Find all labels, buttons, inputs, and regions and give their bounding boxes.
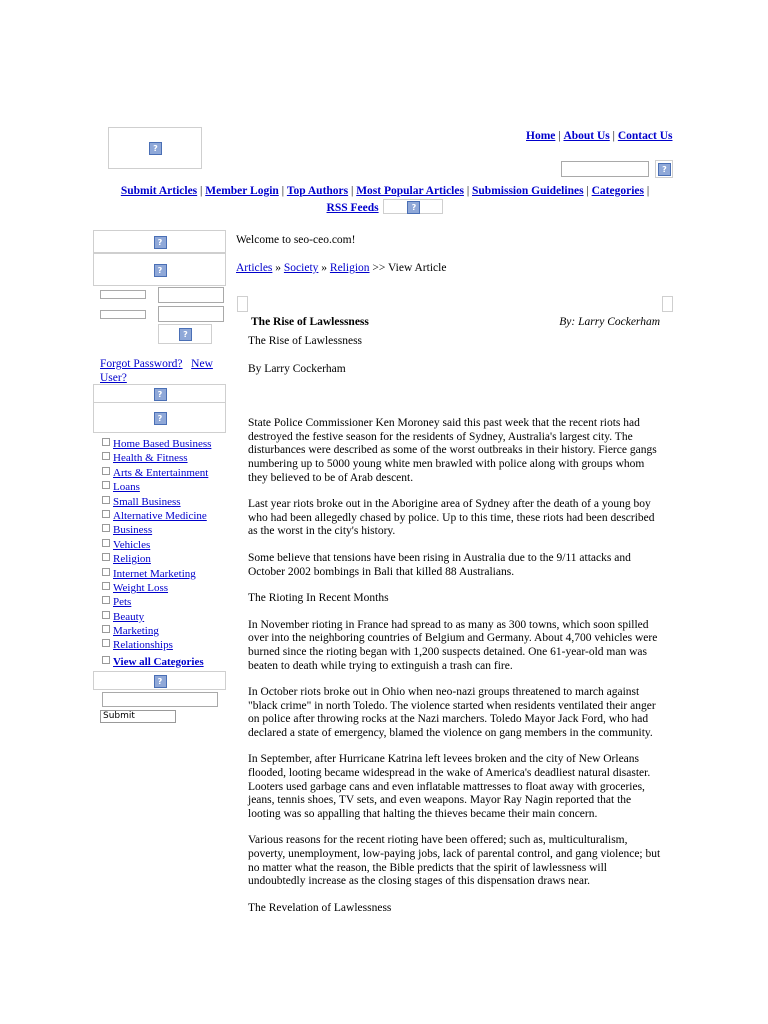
bullet-icon xyxy=(102,496,110,504)
breadcrumb-religion[interactable]: Religion xyxy=(329,262,370,274)
article-author-line: By Larry Cockerham xyxy=(248,362,346,375)
bullet-icon xyxy=(102,582,110,590)
broken-image-icon: ? xyxy=(154,388,167,401)
category-link[interactable]: Relationships xyxy=(113,639,173,652)
article-paragraph: Various reasons for the recent rioting have been offered; such as, multiculturalism, poverty, unemployment, low-paying jobs, lack of parental control, and gang violence; but no matter what the reason, the Bible predicts that the spirit of lawlessness will undoubtedly increase as the closing stages of this dispensation draws near. xyxy=(248,834,661,888)
site-logo[interactable] xyxy=(108,127,202,169)
article-subheading: The Rioting In Recent Months xyxy=(248,592,389,605)
bullet-icon xyxy=(102,553,110,561)
article-title: The Rise of Lawlessness xyxy=(251,316,369,328)
article-paragraph: In October riots broke out in Ohio when neo-nazi groups threatened to march against "black crime" in north Toledo. The violence started when residents ventilated their anger on police after throwing rocks at the Nazi marchers. Toledo Mayor Jack Ford, who had declared a state of emergency, blamed the violence on gang members in the community. xyxy=(248,686,656,739)
bullet-icon xyxy=(102,539,110,547)
contact-us-link[interactable]: Contact Us xyxy=(617,130,673,142)
corner-image-right xyxy=(662,296,673,312)
list-item xyxy=(102,509,232,523)
about-us-link[interactable]: About Us xyxy=(563,130,610,142)
rss-icon[interactable] xyxy=(383,199,443,214)
article-paragraph: Some believe that tensions have been rising in Australia due to the 9/11 attacks and October 2002 bombings in Bali that killed 88 Australians. xyxy=(248,551,631,578)
list-item xyxy=(102,552,232,566)
breadcrumb-society[interactable]: Society xyxy=(283,262,319,274)
list-item xyxy=(102,451,232,465)
login-label-password xyxy=(100,310,146,319)
sidebar-banner-1 xyxy=(93,230,226,253)
broken-image-icon: ? xyxy=(407,201,420,214)
category-link[interactable]: Marketing xyxy=(113,625,159,638)
newsletter-submit-button[interactable]: Submit xyxy=(100,710,176,723)
article-paragraph: In September, after Hurricane Katrina left levees broken and the city of New Orleans flooded, looting became widespread in the wake of America's deadliest natural disaster. Looters used garbage cans and even inflatable mattresses to float away with groceries, jeans, tennis shoes, TV sets, and even weapons. Mayor Ray Nagin reported that the looting was so appalling that halting the thieves became their main concern. xyxy=(248,753,651,820)
category-link[interactable]: Vehicles xyxy=(113,538,151,551)
newsletter-banner xyxy=(93,671,226,690)
breadcrumb-separator: » xyxy=(321,262,328,274)
home-link[interactable]: Home xyxy=(526,130,556,142)
new-user-link[interactable]: New User? xyxy=(100,358,213,384)
category-link[interactable]: Health & Fitness xyxy=(113,452,188,465)
nav-submission-guidelines[interactable]: Submission Guidelines xyxy=(472,185,584,197)
header-search-input[interactable] xyxy=(561,161,649,177)
bullet-icon xyxy=(102,639,110,647)
bullet-icon xyxy=(102,510,110,518)
list-item xyxy=(102,466,232,480)
article-body xyxy=(248,335,663,928)
list-item xyxy=(102,567,232,581)
main-nav: Submit Articles | Member Login | Top Authors | Most Popular Articles | Submission Guidelines | Categories | RSS Feeds ? xyxy=(120,185,650,214)
login-label-username xyxy=(100,290,146,299)
article-paragraph: In November rioting in France had spread to as many as 300 towns, which soon spilled over into the neighboring countries of Belgium and Germany. About 4,700 vehicles were burned since the rioting began with 1,200 suspects detained. One 61-year-old man was beaten to death while trying to extinguish a trash can fire. xyxy=(248,618,658,672)
nav-submit-articles[interactable]: Submit Articles xyxy=(120,185,198,197)
bullet-icon xyxy=(102,625,110,633)
password-field[interactable] xyxy=(158,306,224,322)
nav-top-authors[interactable]: Top Authors xyxy=(286,185,349,197)
list-item xyxy=(102,624,232,638)
list-item xyxy=(102,581,232,595)
list-item xyxy=(102,495,232,509)
list-item xyxy=(102,480,232,494)
nav-most-popular[interactable]: Most Popular Articles xyxy=(356,185,464,197)
sidebar-banner-3 xyxy=(93,384,226,403)
bullet-icon xyxy=(102,611,110,619)
nav-member-login[interactable]: Member Login xyxy=(205,185,279,197)
category-link[interactable]: Arts & Entertainment xyxy=(113,466,209,479)
username-field[interactable] xyxy=(158,287,224,303)
broken-image-icon: ? xyxy=(154,264,167,277)
broken-image-icon: ? xyxy=(154,236,167,249)
category-link[interactable]: Beauty xyxy=(113,610,145,623)
broken-image-icon: ? xyxy=(658,163,671,176)
broken-image-icon: ? xyxy=(179,328,192,341)
bullet-icon xyxy=(102,467,110,475)
category-link[interactable]: Weight Loss xyxy=(113,581,169,594)
list-item xyxy=(102,638,232,652)
list-item xyxy=(102,538,232,552)
header-search-button[interactable] xyxy=(655,160,673,178)
breadcrumb-current: >> View Article xyxy=(372,262,447,274)
list-item xyxy=(102,595,232,609)
category-link[interactable]: Religion xyxy=(113,553,151,566)
list-item xyxy=(102,610,232,624)
broken-image-icon: ? xyxy=(154,675,167,688)
category-link[interactable]: Home Based Business xyxy=(113,438,212,450)
welcome-text: Welcome to seo-ceo.com! xyxy=(236,234,356,246)
sidebar-banner-4 xyxy=(93,402,226,433)
top-links: Home | About Us | Contact Us xyxy=(526,130,673,142)
bullet-icon xyxy=(102,524,110,532)
forgot-password-link[interactable]: Forgot Password? xyxy=(100,358,183,370)
article-paragraph: Last year riots broke out in the Aborigine area of Sydney after the death of a young boy who had been allegedly chased by police. Up to this time, these riots had been described as the worst in the city's history. xyxy=(248,498,655,538)
nav-categories[interactable]: Categories xyxy=(591,185,644,197)
bullet-icon xyxy=(102,481,110,489)
list-item xyxy=(102,437,232,451)
breadcrumb xyxy=(236,262,446,274)
account-links xyxy=(100,357,226,385)
category-link[interactable]: Small Business xyxy=(113,495,181,508)
article-subheading: The Revelation of Lawlessness xyxy=(248,901,392,914)
bullet-icon xyxy=(102,452,110,460)
bullet-icon xyxy=(102,596,110,604)
breadcrumb-separator: » xyxy=(275,262,282,274)
category-link[interactable]: Internet Marketing xyxy=(113,567,196,580)
bullet-icon xyxy=(102,568,110,576)
corner-image-left xyxy=(237,296,248,312)
category-link[interactable]: Business xyxy=(113,524,153,537)
nav-rss-feeds[interactable]: RSS Feeds xyxy=(326,202,379,214)
newsletter-email-field[interactable] xyxy=(102,692,218,707)
article-paragraph: State Police Commissioner Ken Moroney said this past week that the recent riots had destroyed the festive season for the residents of Sydney, Australia's largest city. The disturbances were described as some of the worst outbreaks in their history. Fierce gangs numbering up to 5000 young white men brawled with police along with groups whom they believed to be of Arab descent. xyxy=(248,417,657,484)
login-button[interactable] xyxy=(158,324,212,344)
sidebar-banner-2 xyxy=(93,253,226,286)
category-link[interactable]: Alternative Medicine xyxy=(113,509,207,522)
broken-image-icon: ? xyxy=(149,142,162,155)
category-link[interactable]: Loans xyxy=(113,481,140,494)
breadcrumb-articles[interactable]: Articles xyxy=(236,262,273,274)
bullet-icon xyxy=(102,656,110,664)
view-all-categories-link[interactable]: View all Categories xyxy=(113,655,204,668)
article-byline: By: Larry Cockerham xyxy=(559,316,660,328)
category-link[interactable]: Pets xyxy=(113,596,132,609)
category-list xyxy=(102,437,232,669)
list-item xyxy=(102,655,232,669)
list-item xyxy=(102,523,232,537)
article-subtitle: The Rise of Lawlessness xyxy=(248,335,363,347)
bullet-icon xyxy=(102,438,110,446)
broken-image-icon: ? xyxy=(154,412,167,425)
